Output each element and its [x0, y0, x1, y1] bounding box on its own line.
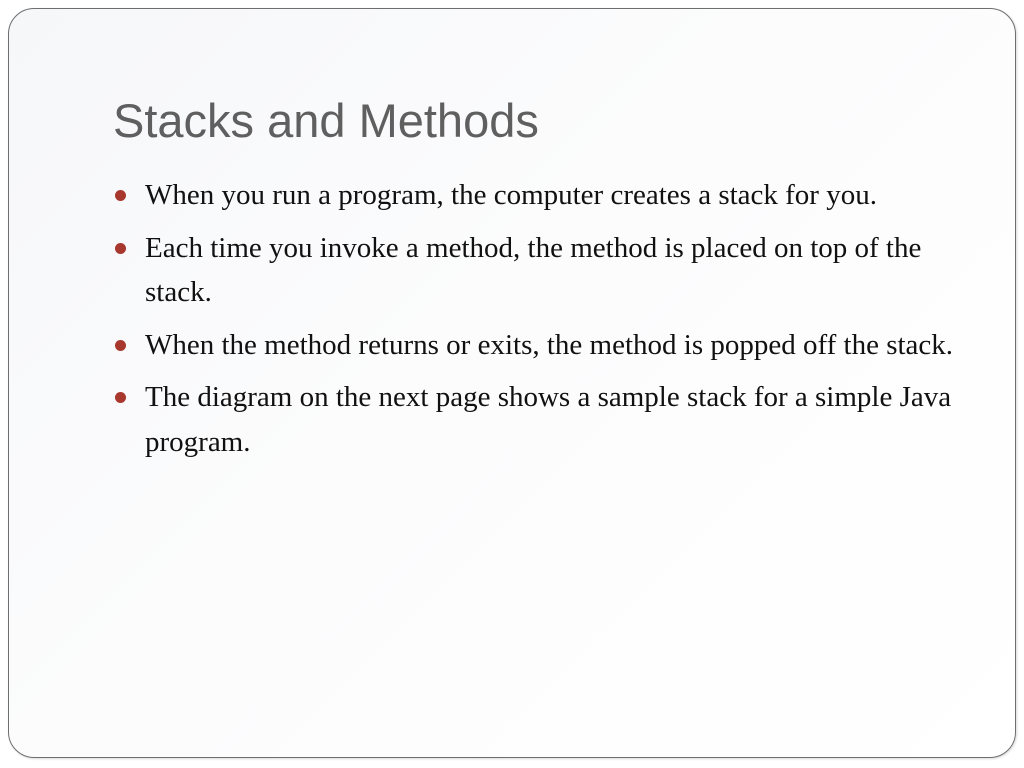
- bullet-item: [115, 375, 965, 464]
- bullet-text: The diagram on the next page shows a sample stack for a simple Java program.: [145, 381, 952, 458]
- bullet-text: When you run a program, the computer creates a stack for you.: [145, 179, 877, 211]
- bullet-item: [115, 173, 965, 218]
- bullet-text: Each time you invoke a method, the method is placed on top of the stack.: [145, 231, 922, 308]
- bullet-text: When the method returns or exits, the method is popped off the stack.: [145, 328, 954, 361]
- bullet-dot-icon: [115, 392, 126, 403]
- slide-title: Stacks and Methods: [113, 94, 539, 147]
- slide: [8, 8, 1016, 758]
- bullet-item: [115, 323, 965, 368]
- bullet-list: [115, 173, 965, 472]
- bullet-item: [115, 226, 965, 315]
- bullet-dot-icon: [115, 190, 126, 201]
- bullet-dot-icon: [115, 243, 126, 254]
- bullet-dot-icon: [115, 340, 126, 351]
